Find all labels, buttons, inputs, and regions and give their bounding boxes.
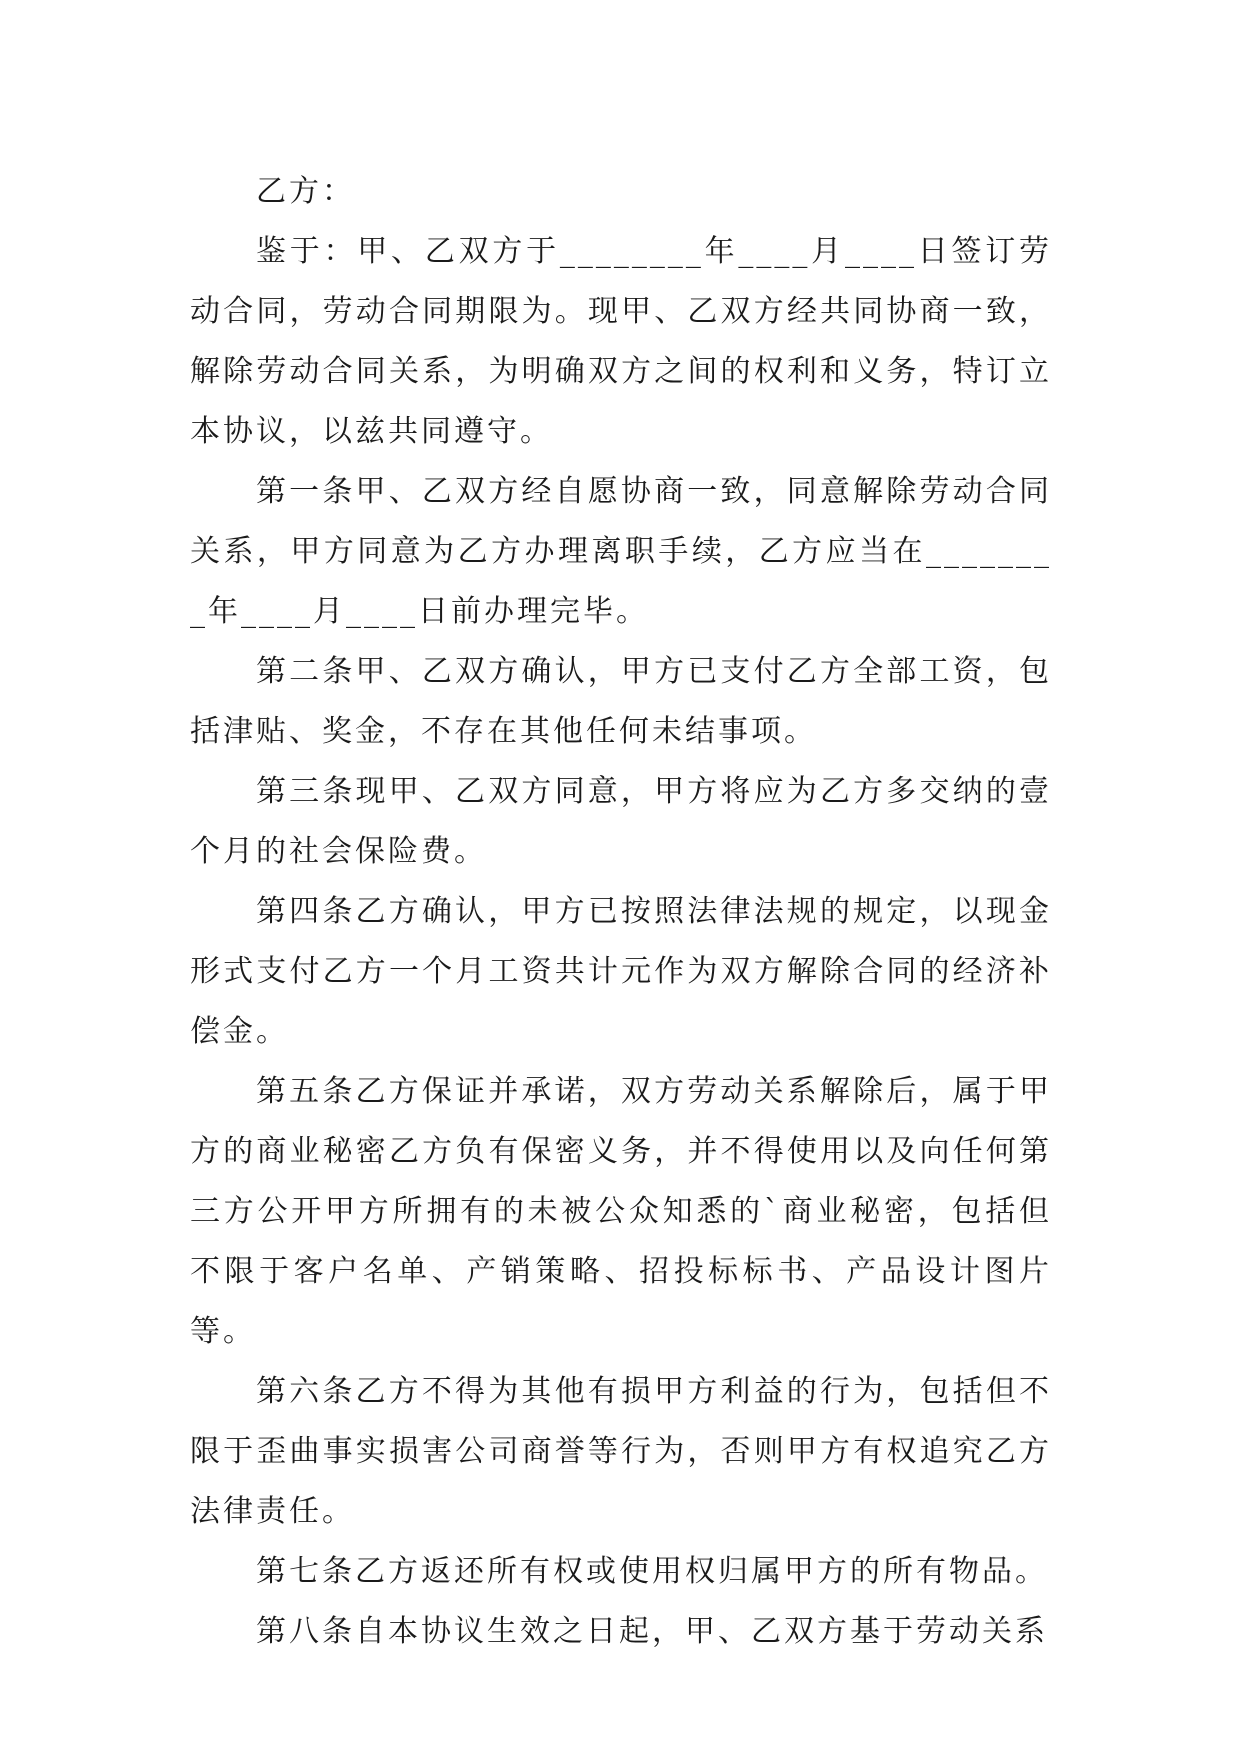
paragraph-article-3: 第三条现甲、乙双方同意，甲方将应为乙方多交纳的壹个月的社会保险费。 [190, 774, 1052, 869]
paragraph-preamble: 鉴于：甲、乙双方于________年____月____日签订劳动合同，劳动合同期限为。现甲、乙双方经共同协商一致，解除劳动合同关系，为明确双方之间的权利和义务，特订立本协议，以兹共同遵守。 [190, 234, 1052, 449]
paragraph-party-b: 乙方： [256, 174, 355, 209]
paragraph-article-5: 第五条乙方保证并承诺，双方劳动关系解除后，属于甲方的商业秘密乙方负有保密义务，并不得使用以及向任何第三方公开甲方所拥有的未被公众知悉的`商业秘密，包括但不限于客户名单、产销策略、招投标标书、产品设计图片等。 [190, 1074, 1052, 1349]
paragraph-article-8: 第八条自本协议生效之日起，甲、乙双方基于劳动关系 [256, 1614, 1048, 1649]
paragraph-article-2: 第二条甲、乙双方确认，甲方已支付乙方全部工资，包括津贴、奖金，不存在其他任何未结事项。 [190, 654, 1052, 749]
document-body [190, 162, 1052, 1662]
paragraph-article-6: 第六条乙方不得为其他有损甲方利益的行为，包括但不限于歪曲事实损害公司商誉等行为，否则甲方有权追究乙方法律责任。 [190, 1374, 1052, 1529]
paragraph-article-7: 第七条乙方返还所有权或使用权归属甲方的所有物品。 [256, 1554, 1048, 1589]
paragraph-article-4: 第四条乙方确认，甲方已按照法律法规的规定，以现金形式支付乙方一个月工资共计元作为双方解除合同的经济补偿金。 [190, 894, 1052, 1049]
paragraph-article-1: 第一条甲、乙双方经自愿协商一致，同意解除劳动合同关系，甲方同意为乙方办理离职手续，乙方应当在________年____月____日前办理完毕。 [190, 474, 1052, 629]
